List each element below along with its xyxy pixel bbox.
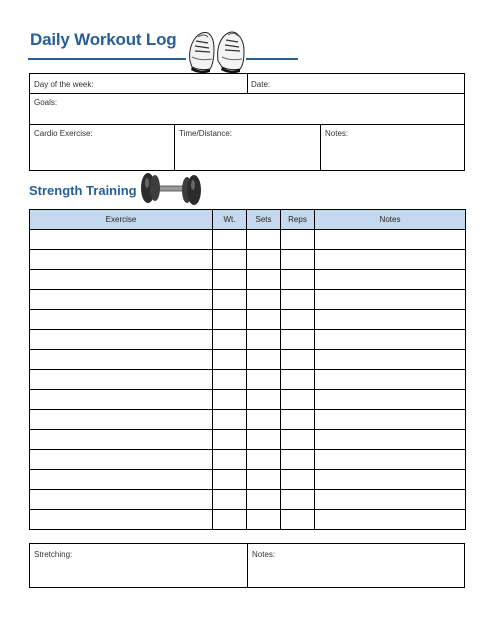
dumbbell-icon bbox=[140, 171, 202, 207]
exercise-cell[interactable] bbox=[30, 290, 213, 310]
weight-cell[interactable] bbox=[213, 510, 247, 530]
reps-cell[interactable] bbox=[281, 410, 315, 430]
exercise-cell[interactable] bbox=[30, 450, 213, 470]
weight-cell[interactable] bbox=[213, 470, 247, 490]
notes-cell[interactable] bbox=[315, 510, 466, 530]
table-row bbox=[30, 230, 466, 250]
table-row bbox=[30, 470, 466, 490]
weight-cell[interactable] bbox=[213, 490, 247, 510]
date-label: Date: bbox=[251, 80, 271, 89]
weight-cell[interactable] bbox=[213, 390, 247, 410]
page-title: Daily Workout Log bbox=[30, 30, 177, 49]
stretching-label: Stretching: bbox=[34, 550, 73, 559]
reps-cell[interactable] bbox=[281, 510, 315, 530]
sets-cell[interactable] bbox=[247, 350, 281, 370]
exercise-cell[interactable] bbox=[30, 490, 213, 510]
sets-cell[interactable] bbox=[247, 510, 281, 530]
exercise-cell[interactable] bbox=[30, 350, 213, 370]
reps-cell[interactable] bbox=[281, 270, 315, 290]
table-row bbox=[30, 310, 466, 330]
notes-cell[interactable] bbox=[315, 490, 466, 510]
stretching-form bbox=[29, 543, 465, 588]
exercise-cell[interactable] bbox=[30, 330, 213, 350]
title-underline-right bbox=[246, 58, 298, 60]
exercise-cell[interactable] bbox=[30, 470, 213, 490]
table-row bbox=[30, 330, 466, 350]
notes-cell[interactable] bbox=[315, 370, 466, 390]
weight-cell[interactable] bbox=[213, 270, 247, 290]
time-distance-field[interactable] bbox=[175, 125, 320, 170]
day-of-week-field[interactable] bbox=[30, 76, 247, 93]
reps-cell[interactable] bbox=[281, 430, 315, 450]
reps-cell[interactable] bbox=[281, 350, 315, 370]
cardio-notes-label: Notes: bbox=[325, 129, 349, 138]
column-header-exercise: Exercise bbox=[30, 210, 213, 230]
sets-cell[interactable] bbox=[247, 310, 281, 330]
weight-cell[interactable] bbox=[213, 310, 247, 330]
sets-cell[interactable] bbox=[247, 290, 281, 310]
exercise-cell[interactable] bbox=[30, 430, 213, 450]
sets-cell[interactable] bbox=[247, 370, 281, 390]
strength-training-table bbox=[29, 209, 466, 530]
column-header-weight: Wt. bbox=[213, 210, 247, 230]
table-row bbox=[30, 250, 466, 270]
reps-cell[interactable] bbox=[281, 450, 315, 470]
daily-info-form bbox=[29, 73, 465, 171]
weight-cell[interactable] bbox=[213, 450, 247, 470]
exercise-cell[interactable] bbox=[30, 410, 213, 430]
table-row bbox=[30, 430, 466, 450]
goals-label: Goals: bbox=[34, 98, 58, 107]
table-header-row bbox=[30, 210, 466, 230]
weight-cell[interactable] bbox=[213, 250, 247, 270]
sets-cell[interactable] bbox=[247, 430, 281, 450]
reps-cell[interactable] bbox=[281, 490, 315, 510]
notes-cell[interactable] bbox=[315, 410, 466, 430]
reps-cell[interactable] bbox=[281, 370, 315, 390]
notes-cell[interactable] bbox=[315, 350, 466, 370]
notes-cell[interactable] bbox=[315, 250, 466, 270]
column-header-notes: Notes bbox=[315, 210, 466, 230]
exercise-cell[interactable] bbox=[30, 230, 213, 250]
sets-cell[interactable] bbox=[247, 250, 281, 270]
date-field[interactable] bbox=[247, 76, 464, 93]
weight-cell[interactable] bbox=[213, 350, 247, 370]
title-underline-left bbox=[28, 58, 186, 60]
sneakers-icon bbox=[186, 27, 248, 75]
sets-cell[interactable] bbox=[247, 490, 281, 510]
sets-cell[interactable] bbox=[247, 390, 281, 410]
weight-cell[interactable] bbox=[213, 430, 247, 450]
exercise-cell[interactable] bbox=[30, 370, 213, 390]
notes-cell[interactable] bbox=[315, 290, 466, 310]
sets-cell[interactable] bbox=[247, 270, 281, 290]
reps-cell[interactable] bbox=[281, 310, 315, 330]
column-header-reps: Reps bbox=[281, 210, 315, 230]
strength-training-title: Strength Training bbox=[29, 183, 137, 198]
notes-cell[interactable] bbox=[315, 450, 466, 470]
sets-cell[interactable] bbox=[247, 450, 281, 470]
exercise-cell[interactable] bbox=[30, 510, 213, 530]
notes-cell[interactable] bbox=[315, 430, 466, 450]
reps-cell[interactable] bbox=[281, 390, 315, 410]
table-row bbox=[30, 510, 466, 530]
table-row bbox=[30, 450, 466, 470]
sets-cell[interactable] bbox=[247, 230, 281, 250]
notes-cell[interactable] bbox=[315, 330, 466, 350]
cardio-notes-field[interactable] bbox=[321, 125, 464, 170]
reps-cell[interactable] bbox=[281, 470, 315, 490]
time-distance-label: Time/Distance: bbox=[179, 129, 233, 138]
stretching-notes-field[interactable] bbox=[248, 546, 464, 587]
reps-cell[interactable] bbox=[281, 290, 315, 310]
cardio-exercise-label: Cardio Exercise: bbox=[34, 129, 93, 138]
notes-cell[interactable] bbox=[315, 390, 466, 410]
notes-cell[interactable] bbox=[315, 230, 466, 250]
goals-field[interactable] bbox=[30, 94, 464, 124]
column-header-sets: Sets bbox=[247, 210, 281, 230]
notes-cell[interactable] bbox=[315, 270, 466, 290]
day-of-week-label: Day of the week: bbox=[34, 80, 94, 89]
reps-cell[interactable] bbox=[281, 330, 315, 350]
weight-cell[interactable] bbox=[213, 230, 247, 250]
reps-cell[interactable] bbox=[281, 230, 315, 250]
table-row bbox=[30, 490, 466, 510]
sets-cell[interactable] bbox=[247, 410, 281, 430]
table-row bbox=[30, 290, 466, 310]
exercise-cell[interactable] bbox=[30, 270, 213, 290]
table-row bbox=[30, 350, 466, 370]
weight-cell[interactable] bbox=[213, 330, 247, 350]
notes-cell[interactable] bbox=[315, 470, 466, 490]
weight-cell[interactable] bbox=[213, 410, 247, 430]
table-row bbox=[30, 410, 466, 430]
weight-cell[interactable] bbox=[213, 370, 247, 390]
exercise-cell[interactable] bbox=[30, 310, 213, 330]
sets-cell[interactable] bbox=[247, 470, 281, 490]
notes-cell[interactable] bbox=[315, 310, 466, 330]
table-row bbox=[30, 390, 466, 410]
cardio-exercise-field[interactable] bbox=[30, 125, 174, 170]
sets-cell[interactable] bbox=[247, 330, 281, 350]
stretching-notes-label: Notes: bbox=[252, 550, 276, 559]
stretching-field[interactable] bbox=[30, 546, 247, 587]
table-row bbox=[30, 270, 466, 290]
table-row bbox=[30, 370, 466, 390]
exercise-cell[interactable] bbox=[30, 250, 213, 270]
weight-cell[interactable] bbox=[213, 290, 247, 310]
exercise-cell[interactable] bbox=[30, 390, 213, 410]
reps-cell[interactable] bbox=[281, 250, 315, 270]
